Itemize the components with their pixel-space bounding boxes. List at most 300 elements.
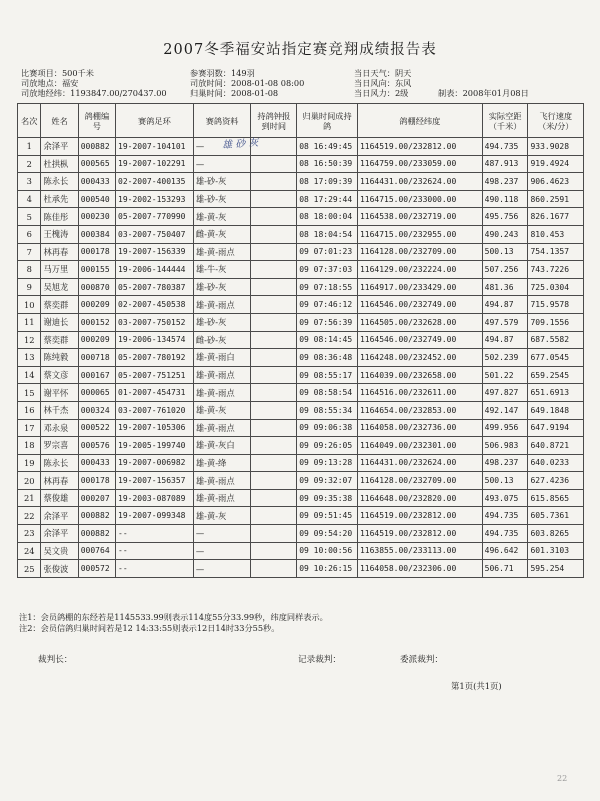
cell-rank: 14: [18, 366, 41, 384]
meta-return-time: 归巢时间：2008-01-08: [190, 88, 279, 98]
cell-info: —: [193, 560, 251, 578]
cell-arrival-time: 09 07:46:12: [297, 296, 358, 314]
header-coords: 鸽棚经纬度: [357, 104, 482, 138]
cell-name: 邓永泉: [41, 419, 78, 437]
table-row: [18, 489, 584, 507]
cell-name: 林再春: [41, 243, 78, 261]
cell-arrival-time: 09 09:32:07: [297, 472, 358, 490]
header-arrival-time: 归巢时间成持鸽: [297, 104, 358, 138]
footnotes: [19, 612, 328, 634]
cell-speed: 810.453: [528, 225, 584, 243]
cell-name: 陈纯毅: [41, 349, 78, 367]
cell-report-time: [251, 331, 297, 349]
cell-loft: 000178: [78, 243, 115, 261]
cell-distance: 500.13: [482, 472, 528, 490]
cell-coords: 1164715.00/232955.00: [357, 225, 482, 243]
cell-loft: 000882: [78, 525, 115, 543]
cell-arrival-time: 09 09:51:45: [297, 507, 358, 525]
cell-report-time: [251, 525, 297, 543]
cell-rank: 16: [18, 401, 41, 419]
cell-rank: 15: [18, 384, 41, 402]
cell-ring: --: [116, 542, 194, 560]
cell-arrival-time: 09 09:06:38: [297, 419, 358, 437]
cell-info: 雄-黄-雨点: [193, 296, 251, 314]
cell-loft: 000230: [78, 208, 115, 226]
cell-distance: 498.237: [482, 173, 528, 191]
cell-info: 雄-砂-灰: [193, 278, 251, 296]
cell-rank: 4: [18, 190, 41, 208]
cell-ring: 03-2007-750407: [116, 225, 194, 243]
table-row: [18, 560, 584, 578]
cell-info: 雄-黄-灰白: [193, 437, 251, 455]
cell-speed: 651.6913: [528, 384, 584, 402]
header-name: 姓名: [41, 104, 78, 138]
cell-name: 余泽平: [41, 138, 78, 156]
header-loft: 鸽棚编号: [78, 104, 115, 138]
cell-arrival-time: 09 09:13:28: [297, 454, 358, 472]
cell-distance: 492.147: [482, 401, 528, 419]
cell-coords: 1164519.00/232812.00: [357, 507, 482, 525]
cell-arrival-time: 09 07:56:39: [297, 313, 358, 331]
cell-distance: 494.87: [482, 296, 528, 314]
cell-name: 林再春: [41, 472, 78, 490]
cell-arrival-time: 09 07:37:03: [297, 261, 358, 279]
cell-speed: 725.0304: [528, 278, 584, 296]
cell-ring: 02-2007-400135: [116, 173, 194, 191]
cell-arrival-time: 08 17:09:39: [297, 173, 358, 191]
cell-distance: 506.983: [482, 437, 528, 455]
table-row: [18, 208, 584, 226]
cell-name: 陈永长: [41, 173, 78, 191]
table-row: [18, 138, 584, 156]
page-number: 第1页(共1页): [451, 681, 502, 691]
cell-info: —: [193, 155, 251, 173]
cell-rank: 10: [18, 296, 41, 314]
page-title: 2007冬季福安站指定赛竞翔成绩报告表: [163, 42, 437, 58]
cell-info: —: [193, 542, 251, 560]
cell-rank: 12: [18, 331, 41, 349]
cell-info: 雄-黄-雨点: [193, 384, 251, 402]
cell-coords: 1163855.00/233113.00: [357, 542, 482, 560]
table-row: [18, 190, 584, 208]
cell-report-time: [251, 560, 297, 578]
cell-rank: 7: [18, 243, 41, 261]
cell-distance: 490.118: [482, 190, 528, 208]
cell-speed: 709.1556: [528, 313, 584, 331]
cell-info: —: [193, 525, 251, 543]
cell-arrival-time: 09 09:35:38: [297, 489, 358, 507]
cell-rank: 24: [18, 542, 41, 560]
cell-loft: 000178: [78, 472, 115, 490]
cell-distance: 497.827: [482, 384, 528, 402]
cell-coords: 1164039.00/232658.00: [357, 366, 482, 384]
cell-loft: 000167: [78, 366, 115, 384]
cell-distance: 499.956: [482, 419, 528, 437]
cell-name: 蔡俊雄: [41, 489, 78, 507]
meta-release-coords: 司放地经纬：1193847.00/270437.00: [21, 88, 167, 98]
cell-report-time: [251, 437, 297, 455]
cell-rank: 25: [18, 560, 41, 578]
cell-report-time: [251, 225, 297, 243]
cell-report-time: [251, 261, 297, 279]
cell-loft: 000384: [78, 225, 115, 243]
cell-loft: 000882: [78, 507, 115, 525]
cell-ring: 19-2007-156339: [116, 243, 194, 261]
cell-info: 雄-黄-灰: [193, 208, 251, 226]
cell-info: 雄-黄-雨点: [193, 366, 251, 384]
signature-recorder: 记录裁判：: [298, 655, 341, 665]
cell-ring: 19-2003-087089: [116, 489, 194, 507]
cell-speed: 677.0545: [528, 349, 584, 367]
cell-distance: 500.13: [482, 243, 528, 261]
cell-ring: 19-2007-006982: [116, 454, 194, 472]
cell-name: 陈永长: [41, 454, 78, 472]
signature-referee: 裁判长：: [38, 655, 73, 665]
cell-coords: 1164129.00/232224.00: [357, 261, 482, 279]
cell-info: —: [193, 138, 251, 156]
cell-arrival-time: 08 18:00:04: [297, 208, 358, 226]
cell-speed: 687.5582: [528, 331, 584, 349]
cell-coords: 1164431.00/232624.00: [357, 173, 482, 191]
cell-loft: 000155: [78, 261, 115, 279]
cell-rank: 21: [18, 489, 41, 507]
cell-arrival-time: 09 08:36:48: [297, 349, 358, 367]
cell-distance: 498.237: [482, 454, 528, 472]
cell-arrival-time: 08 17:29:44: [297, 190, 358, 208]
cell-speed: 933.9028: [528, 138, 584, 156]
cell-speed: 640.8721: [528, 437, 584, 455]
cell-coords: 1164519.00/232812.00: [357, 525, 482, 543]
cell-distance: 506.71: [482, 560, 528, 578]
footnote-2: 注2：会员信鸽归巢时间若是12 14:33:55则表示12日14时33分55秒。: [19, 623, 280, 633]
cell-rank: 1: [18, 138, 41, 156]
cell-speed: 603.8265: [528, 525, 584, 543]
cell-coords: 1164128.00/232709.00: [357, 472, 482, 490]
cell-rank: 2: [18, 155, 41, 173]
cell-rank: 19: [18, 454, 41, 472]
table-row: [18, 401, 584, 419]
cell-loft: 000882: [78, 138, 115, 156]
cell-speed: 659.2545: [528, 366, 584, 384]
cell-speed: 919.4924: [528, 155, 584, 173]
cell-speed: 615.8565: [528, 489, 584, 507]
cell-speed: 860.2591: [528, 190, 584, 208]
cell-speed: 906.4623: [528, 173, 584, 191]
cell-name: 余泽平: [41, 525, 78, 543]
cell-ring: 05-2007-770990: [116, 208, 194, 226]
cell-arrival-time: 09 08:14:45: [297, 331, 358, 349]
cell-arrival-time: 09 08:58:54: [297, 384, 358, 402]
cell-ring: 19-2007-102291: [116, 155, 194, 173]
cell-info: 雄-砂-灰: [193, 190, 251, 208]
cell-distance: 490.243: [482, 225, 528, 243]
cell-coords: 1164058.00/232736.00: [357, 419, 482, 437]
meta-prepared-date: 制表：2008年01月08日: [438, 88, 529, 98]
cell-name: 吴旭龙: [41, 278, 78, 296]
cell-arrival-time: 09 09:54:20: [297, 525, 358, 543]
cell-speed: 649.1848: [528, 401, 584, 419]
cell-distance: 494.87: [482, 331, 528, 349]
header-speed: 飞行速度（米/分）: [528, 104, 584, 138]
cell-arrival-time: 09 08:55:17: [297, 366, 358, 384]
cell-name: 罗宗喜: [41, 437, 78, 455]
table-row: [18, 173, 584, 191]
cell-distance: 497.579: [482, 313, 528, 331]
cell-report-time: [251, 472, 297, 490]
cell-ring: 01-2007-454731: [116, 384, 194, 402]
cell-rank: 3: [18, 173, 41, 191]
cell-distance: 494.735: [482, 507, 528, 525]
cell-report-time: [251, 278, 297, 296]
cell-arrival-time: 08 18:04:54: [297, 225, 358, 243]
cell-arrival-time: 09 07:01:23: [297, 243, 358, 261]
cell-report-time: [251, 401, 297, 419]
cell-coords: 1164654.00/232853.00: [357, 401, 482, 419]
meta-release-time: 司放时间：2008-01-08 08:00: [190, 78, 305, 88]
cell-report-time: [251, 190, 297, 208]
cell-arrival-time: 09 10:26:15: [297, 560, 358, 578]
cell-speed: 647.9194: [528, 419, 584, 437]
cell-distance: 495.756: [482, 208, 528, 226]
cell-speed: 743.7226: [528, 261, 584, 279]
cell-arrival-time: 08 16:49:45: [297, 138, 358, 156]
cell-loft: 000433: [78, 173, 115, 191]
cell-coords: 1164248.00/232452.00: [357, 349, 482, 367]
cell-info: 雄-黄-雨点: [193, 243, 251, 261]
cell-ring: 19-2007-099348: [116, 507, 194, 525]
cell-report-time: [251, 208, 297, 226]
cell-speed: 715.9578: [528, 296, 584, 314]
cell-coords: 1164715.00/233000.00: [357, 190, 482, 208]
cell-name: 陈佳彤: [41, 208, 78, 226]
cell-rank: 6: [18, 225, 41, 243]
table-row: [18, 225, 584, 243]
cell-report-time: [251, 454, 297, 472]
cell-loft: 000565: [78, 155, 115, 173]
cell-coords: 1164759.00/233059.00: [357, 155, 482, 173]
cell-distance: 494.735: [482, 138, 528, 156]
cell-info: 雄-黄-雨点: [193, 489, 251, 507]
cell-report-time: [251, 419, 297, 437]
cell-report-time: [251, 155, 297, 173]
cell-ring: 19-2007-156357: [116, 472, 194, 490]
table-row: [18, 542, 584, 560]
cell-loft: 000870: [78, 278, 115, 296]
cell-coords: 1164519.00/232812.00: [357, 138, 482, 156]
table-row: [18, 278, 584, 296]
cell-distance: 493.075: [482, 489, 528, 507]
cell-rank: 22: [18, 507, 41, 525]
cell-info: 雄-牛-灰: [193, 261, 251, 279]
cell-coords: 1164648.00/232820.00: [357, 489, 482, 507]
cell-arrival-time: 09 10:00:56: [297, 542, 358, 560]
cell-distance: 481.36: [482, 278, 528, 296]
cell-coords: 1164128.00/232709.00: [357, 243, 482, 261]
cell-distance: 496.642: [482, 542, 528, 560]
cell-info: 雄-黄-雨点: [193, 419, 251, 437]
cell-distance: 507.256: [482, 261, 528, 279]
cell-loft: 000152: [78, 313, 115, 331]
cell-loft: 000065: [78, 384, 115, 402]
cell-name: 林千杰: [41, 401, 78, 419]
cell-rank: 18: [18, 437, 41, 455]
cell-name: 蔡奕群: [41, 331, 78, 349]
signature-delegate: 委派裁判：: [400, 655, 443, 665]
cell-report-time: [251, 349, 297, 367]
meta-weather: 当日天气：阴天: [354, 68, 412, 78]
cell-ring: 19-2006-134574: [116, 331, 194, 349]
meta-event: 比赛项目：500千米: [21, 68, 94, 78]
cell-arrival-time: 09 08:55:34: [297, 401, 358, 419]
cell-ring: 05-2007-780387: [116, 278, 194, 296]
cell-ring: 19-2005-199740: [116, 437, 194, 455]
cell-report-time: [251, 243, 297, 261]
meta-release-place: 司放地点：福安: [21, 78, 79, 88]
cell-coords: 1164505.00/232628.00: [357, 313, 482, 331]
cell-speed: 826.1677: [528, 208, 584, 226]
cell-info: 雄-黄-雨白: [193, 349, 251, 367]
cell-name: 杜拱枞: [41, 155, 78, 173]
cell-speed: 595.254: [528, 560, 584, 578]
cell-speed: 627.4236: [528, 472, 584, 490]
table-row: [18, 261, 584, 279]
cell-report-time: [251, 507, 297, 525]
cell-name: 谢迪长: [41, 313, 78, 331]
cell-name: 蔡奕群: [41, 296, 78, 314]
cell-distance: 501.22: [482, 366, 528, 384]
cell-coords: 1164917.00/233429.00: [357, 278, 482, 296]
table-row: [18, 437, 584, 455]
cell-rank: 9: [18, 278, 41, 296]
cell-coords: 1164049.00/232301.00: [357, 437, 482, 455]
cell-info: 雄-黄-灰: [193, 401, 251, 419]
results-table: [17, 103, 584, 578]
cell-coords: 1164516.00/232611.00: [357, 384, 482, 402]
header-report-time: 持鸽钟报到时间: [251, 104, 297, 138]
cell-ring: 19-2007-104101: [116, 138, 194, 156]
cell-speed: 605.7361: [528, 507, 584, 525]
cell-loft: 000576: [78, 437, 115, 455]
cell-speed: 754.1357: [528, 243, 584, 261]
cell-name: 张俊波: [41, 560, 78, 578]
cell-report-time: [251, 366, 297, 384]
cell-loft: 000209: [78, 331, 115, 349]
cell-ring: --: [116, 560, 194, 578]
table-row: [18, 313, 584, 331]
cell-rank: 8: [18, 261, 41, 279]
cell-info: 雄-砂-灰: [193, 173, 251, 191]
cell-report-time: [251, 313, 297, 331]
cell-report-time: [251, 489, 297, 507]
cell-name: 蔡文彦: [41, 366, 78, 384]
header-distance: 实际空距（千米）: [482, 104, 528, 138]
cell-name: 余泽平: [41, 507, 78, 525]
cell-info: 雌-黄-灰: [193, 225, 251, 243]
cell-ring: 05-2007-751251: [116, 366, 194, 384]
cell-loft: 000522: [78, 419, 115, 437]
table-row: [18, 366, 584, 384]
cell-rank: 11: [18, 313, 41, 331]
cell-loft: 000764: [78, 542, 115, 560]
cell-name: 王槐涛: [41, 225, 78, 243]
table-row: [18, 384, 584, 402]
cell-speed: 640.0233: [528, 454, 584, 472]
table-row: [18, 454, 584, 472]
cell-ring: 03-2007-761020: [116, 401, 194, 419]
cell-loft: 000572: [78, 560, 115, 578]
cell-name: 马万里: [41, 261, 78, 279]
cell-loft: 000540: [78, 190, 115, 208]
cell-coords: 1164538.00/232719.00: [357, 208, 482, 226]
cell-report-time: [251, 296, 297, 314]
cell-distance: 494.735: [482, 525, 528, 543]
table-row: [18, 507, 584, 525]
header-rank: 名次: [18, 104, 41, 138]
cell-info: 雄-黄-雨点: [193, 472, 251, 490]
cell-coords: 1164431.00/232624.00: [357, 454, 482, 472]
table-row: [18, 419, 584, 437]
meta-wind-direction: 当日风向：东风: [354, 78, 412, 88]
cell-ring: 03-2007-750152: [116, 313, 194, 331]
cell-name: 吴文贵: [41, 542, 78, 560]
cell-report-time: [251, 173, 297, 191]
table-row: [18, 472, 584, 490]
cell-ring: 19-2002-153293: [116, 190, 194, 208]
table-row: [18, 243, 584, 261]
header-ring: 赛鸽足环: [116, 104, 194, 138]
meta-wind-force: 当日风力：2级: [354, 88, 409, 98]
table-row: [18, 525, 584, 543]
cell-info: 雌-砂-灰: [193, 331, 251, 349]
cell-report-time: [251, 384, 297, 402]
cell-loft: 000207: [78, 489, 115, 507]
cell-info: 雄-砂-灰: [193, 313, 251, 331]
cell-coords: 1164546.00/232749.00: [357, 331, 482, 349]
cell-speed: 601.3103: [528, 542, 584, 560]
cell-distance: 502.239: [482, 349, 528, 367]
cell-rank: 17: [18, 419, 41, 437]
table-header-row: [18, 104, 584, 138]
cell-arrival-time: 09 09:26:05: [297, 437, 358, 455]
cell-ring: 19-2007-105306: [116, 419, 194, 437]
cell-info: 雄-黄-灰: [193, 507, 251, 525]
meta-entries: 参赛羽数：149羽: [190, 68, 255, 78]
cell-arrival-time: 09 07:18:55: [297, 278, 358, 296]
cell-ring: 05-2007-780192: [116, 349, 194, 367]
cell-report-time: [251, 542, 297, 560]
cell-ring: --: [116, 525, 194, 543]
cell-coords: 1164058.00/232306.00: [357, 560, 482, 578]
cell-rank: 5: [18, 208, 41, 226]
cell-distance: 487.913: [482, 155, 528, 173]
cell-loft: 000718: [78, 349, 115, 367]
table-row: [18, 331, 584, 349]
cell-arrival-time: 08 16:50:39: [297, 155, 358, 173]
footnote-1: 注1：会员鸽棚的东经若是1145533.99则表示114度55分33.99秒，纬度同样表示。: [19, 612, 328, 622]
cell-rank: 20: [18, 472, 41, 490]
handwritten-annotation: 雄 砂 灰: [221, 137, 259, 152]
cell-loft: 000324: [78, 401, 115, 419]
cell-loft: 000209: [78, 296, 115, 314]
cell-rank: 23: [18, 525, 41, 543]
cell-rank: 13: [18, 349, 41, 367]
cell-coords: 1164546.00/232749.00: [357, 296, 482, 314]
table-row: [18, 155, 584, 173]
table-row: [18, 349, 584, 367]
cell-loft: 000433: [78, 454, 115, 472]
cell-name: 谢平怀: [41, 384, 78, 402]
cell-ring: 02-2007-450538: [116, 296, 194, 314]
